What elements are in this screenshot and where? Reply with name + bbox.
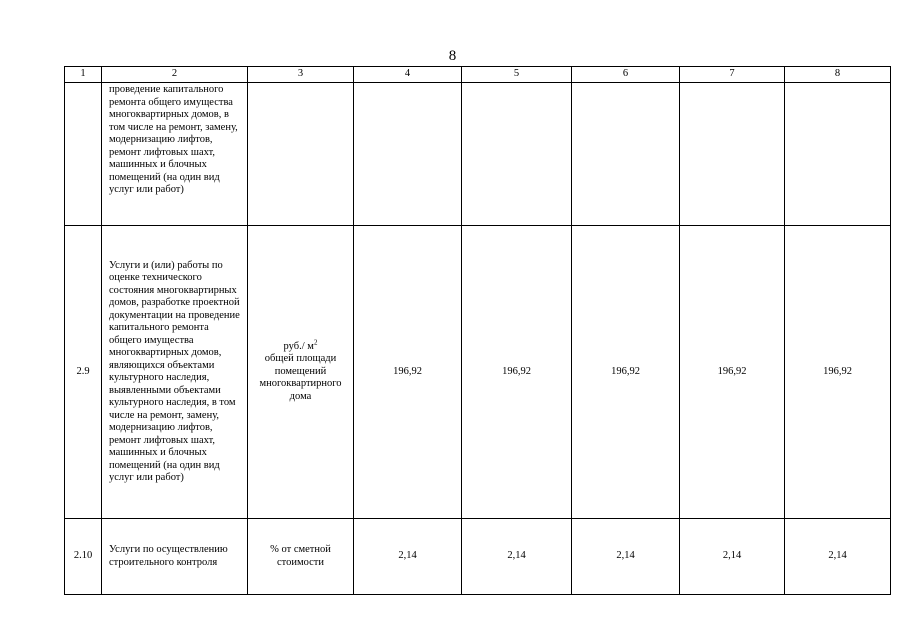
column-number-2: 2 <box>102 67 248 83</box>
row-value: 2,14 <box>680 519 785 595</box>
row-value: 196,92 <box>462 226 572 519</box>
row-unit <box>248 519 354 595</box>
row-unit <box>248 226 354 519</box>
column-number-8: 8 <box>785 67 891 83</box>
row-value <box>462 83 572 226</box>
column-number-3: 3 <box>248 67 354 83</box>
table-row <box>65 83 891 226</box>
row-value: 196,92 <box>680 226 785 519</box>
row-number: 2.10 <box>65 519 102 595</box>
row-unit <box>248 83 354 226</box>
row-value: 2,14 <box>462 519 572 595</box>
row-value <box>572 83 680 226</box>
row-value: 196,92 <box>354 226 462 519</box>
unit-main: % от сметной стоимости <box>270 544 331 568</box>
row-value <box>785 83 891 226</box>
row-value: 2,14 <box>354 519 462 595</box>
column-number-6: 6 <box>572 67 680 83</box>
row-description: Услуги и (или) работы по оценке технического состояния многоквартирных домов, разработке проектной документации на проведение капитального ремонта общего имущества многоквартирных домов, являющихся объектами культурного наследия, выявленными объектами культурного наследия, в том числе на ремонт, замену, модернизацию лифтов, ремонт лифтовых шахт, машинных и блочных помещений (на один вид услуг или работ) <box>102 226 248 519</box>
row-number <box>65 83 102 226</box>
row-value: 2,14 <box>785 519 891 595</box>
row-value: 2,14 <box>572 519 680 595</box>
row-number: 2.9 <box>65 226 102 519</box>
unit-main <box>248 338 353 354</box>
tariff-table <box>64 66 891 595</box>
unit-superscript: 2 <box>313 338 318 347</box>
column-number-1: 1 <box>65 67 102 83</box>
row-value <box>680 83 785 226</box>
table-row <box>65 519 891 595</box>
table-row <box>65 226 891 519</box>
unit-main-text: руб./ м <box>283 340 314 352</box>
page-number: 8 <box>448 48 457 64</box>
column-number-4: 4 <box>354 67 462 83</box>
row-value <box>354 83 462 226</box>
row-value: 196,92 <box>572 226 680 519</box>
table-header-row <box>65 67 891 83</box>
unit-rest: общей площади помещений многоквартирного дома <box>259 353 342 402</box>
row-description: Услуги по осуществлению строительного контроля <box>102 519 248 595</box>
row-value: 196,92 <box>785 226 891 519</box>
column-number-7: 7 <box>680 67 785 83</box>
row-description: проведение капитального ремонта общего имущества многоквартирных домов, в том числе на ремонт, замену, модернизацию лифтов, ремонт лифтовых шахт, машинных и блочных помещений (на один вид услуг или работ) <box>102 83 248 226</box>
column-number-5: 5 <box>462 67 572 83</box>
